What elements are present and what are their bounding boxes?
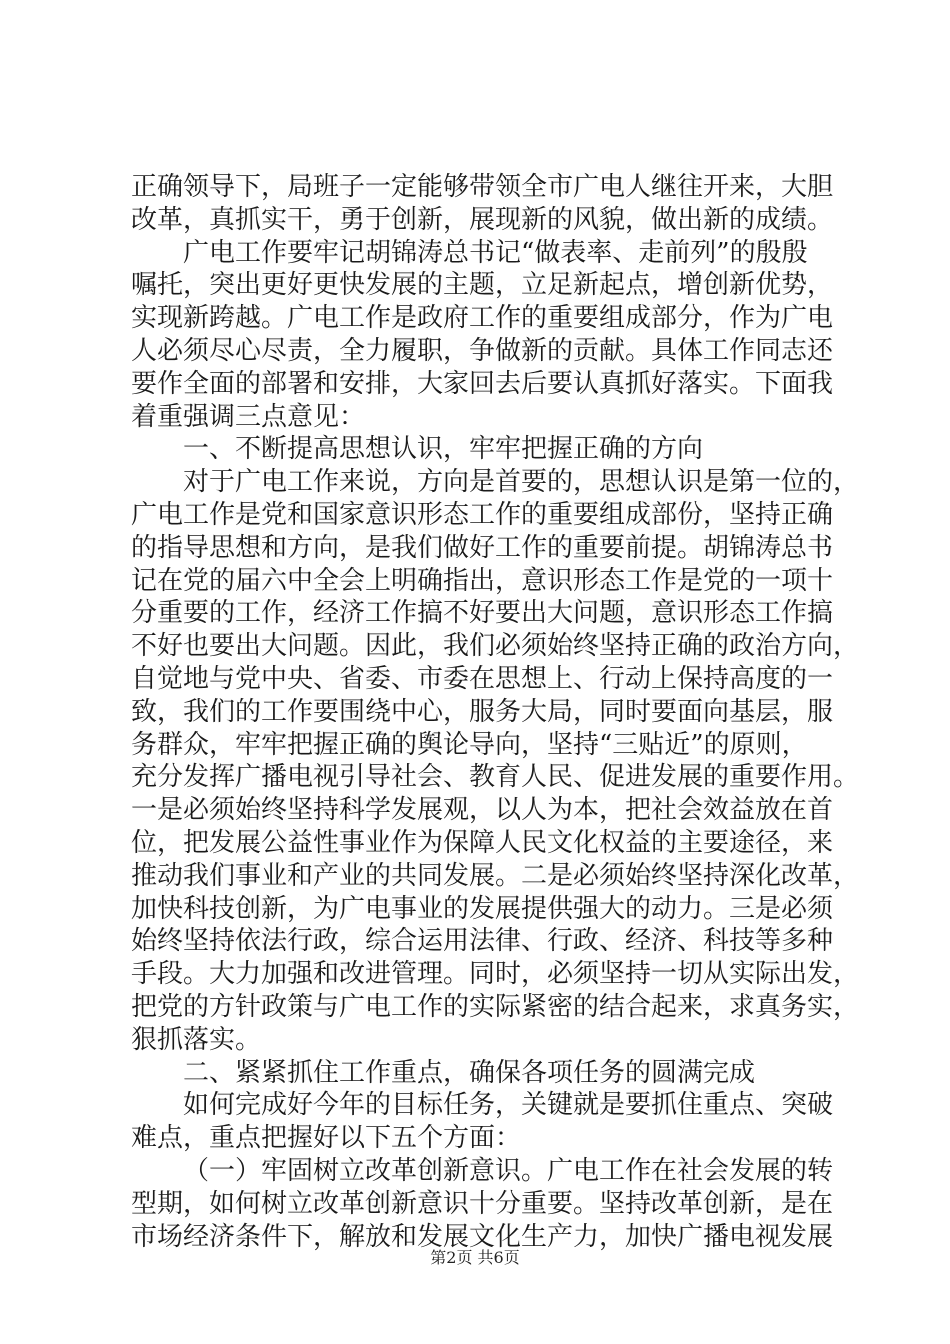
text-line: 记在党的届六中全会上明确指出，意识形态工作是党的一项十 [131, 565, 834, 596]
page-number-label: 第2页 共6页 [430, 1248, 520, 1267]
text-line: 致，我们的工作要围绕中心，服务大局，同时要面向基层，服 [131, 696, 834, 727]
text-line: 广电工作要牢记胡锦涛总书记“做表率、走前列”的殷殷 [183, 237, 808, 268]
text-line: 要作全面的部署和安排，大家回去后要认真抓好落实。下面我 [131, 368, 834, 399]
text-line: 改革，真抓实干，勇于创新，展现新的风貌，做出新的成绩。 [131, 204, 834, 235]
text-line: 位，把发展公益性事业作为保障人民文化权益的主要途径，来 [131, 827, 834, 858]
text-line: 市场经济条件下，解放和发展文化生产力，加快广播电视发展 [131, 1221, 834, 1252]
text-line: 型期，如何树立改革创新意识十分重要。坚持改革创新，是在 [131, 1188, 834, 1219]
text-line: （一）牢固树立改革创新意识。广电工作在社会发展的转 [183, 1155, 834, 1186]
page-footer [0, 1245, 950, 1268]
text-line: 广电工作是党和国家意识形态工作的重要组成部份，坚持正确 [131, 499, 834, 530]
text-line: 如何完成好今年的目标任务，关键就是要抓住重点、突破 [183, 1090, 834, 1121]
text-line: 自觉地与党中央、省委、市委在思想上、行动上保持高度的一 [131, 663, 834, 694]
text-line: 着重强调三点意见： [131, 401, 366, 432]
text-line: 推动我们事业和产业的共同发展。二是必须始终坚持深化改革， [131, 860, 860, 891]
text-line: 嘱托，突出更好更快发展的主题，立足新起点，增创新优势， [131, 270, 834, 301]
text-line: 不好也要出大问题。因此，我们必须始终坚持正确的政治方向， [131, 631, 860, 662]
text-line: 狠抓落实。 [131, 1024, 262, 1055]
text-line: 对于广电工作来说，方向是首要的，思想认识是第一位的， [183, 467, 860, 498]
text-line: 始终坚持依法行政，综合运用法律、行政、经济、科技等多种 [131, 926, 834, 957]
text-line: 正确领导下，局班子一定能够带领全市广电人继往开来，大胆 [131, 172, 834, 202]
text-line: 充分发挥广播电视引导社会、教育人民、促进发展的重要作用。 [131, 762, 860, 793]
text-line: 实现新跨越。广电工作是政府工作的重要组成部分，作为广电 [131, 303, 834, 334]
text-line: 务群众，牢牢把握正确的舆论导向，坚持“三贴近”的原则， [131, 729, 808, 760]
text-line: 二、紧紧抓住工作重点，确保各项任务的圆满完成 [183, 1057, 756, 1088]
text-line: 的指导思想和方向，是我们做好工作的重要前提。胡锦涛总书 [131, 532, 834, 563]
text-line: 把党的方针政策与广电工作的实际紧密的结合起来，求真务实， [131, 991, 860, 1022]
text-line: 一、不断提高思想认识，牢牢把握正确的方向 [183, 434, 704, 465]
text-line: 手段。大力加强和改进管理。同时，必须坚持一切从实际出发， [131, 959, 860, 990]
text-line: 分重要的工作，经济工作搞不好要出大问题，意识形态工作搞 [131, 598, 834, 629]
document-body [131, 171, 860, 1253]
text-line: 加快科技创新，为广电事业的发展提供强大的动力。三是必须 [131, 893, 834, 924]
text-line: 难点，重点把握好以下五个方面： [131, 1123, 522, 1154]
text-line: 人必须尽心尽责，全力履职，争做新的贡献。具体工作同志还 [131, 335, 834, 366]
text-line: 一是必须始终坚持科学发展观，以人为本，把社会效益放在首 [131, 795, 834, 826]
